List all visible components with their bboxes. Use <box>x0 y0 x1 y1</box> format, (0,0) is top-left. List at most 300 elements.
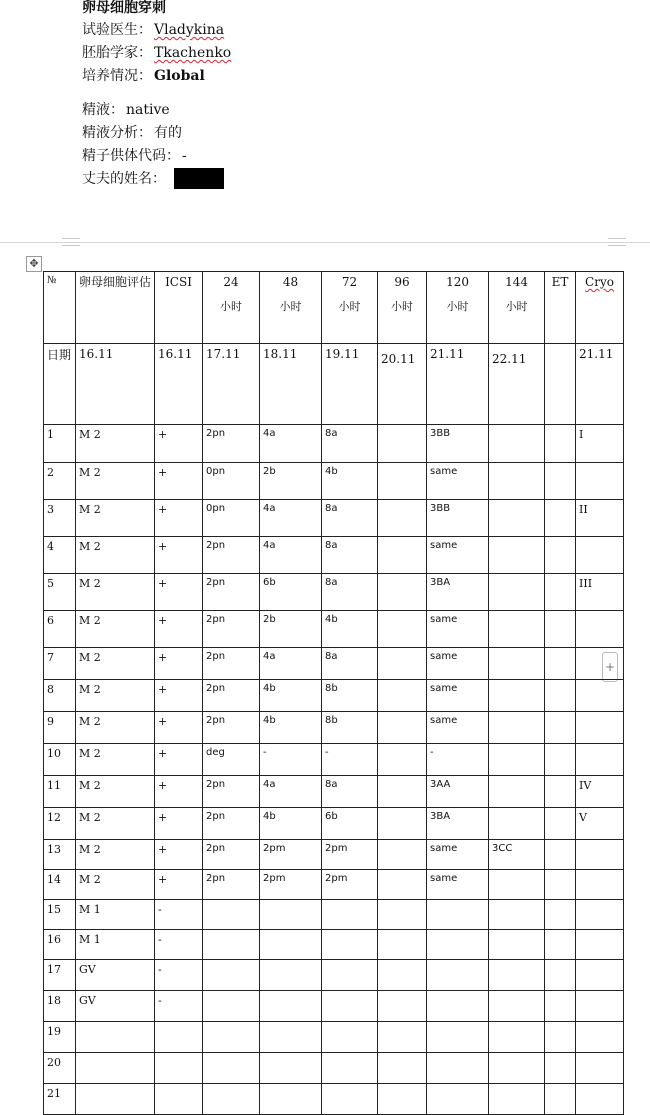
table-cell <box>489 1053 545 1084</box>
table-cell: 4b <box>260 712 322 744</box>
header-cell-no: № <box>44 272 76 344</box>
table-cell: M 2 <box>76 744 155 776</box>
table-cell: 8a <box>322 537 378 574</box>
table-cell <box>378 744 427 776</box>
embryo-table <box>43 271 624 1115</box>
table-cell: 2pn <box>203 425 260 463</box>
header-line-culture <box>82 65 582 88</box>
header-unit: 小时 <box>446 300 469 313</box>
table-cell: 2pm <box>260 870 322 900</box>
table-row <box>44 611 624 648</box>
table-cell <box>545 1053 576 1084</box>
table-cell: 3BB <box>427 500 489 537</box>
table-cell: + <box>155 463 203 500</box>
table-cell: GV <box>76 960 155 991</box>
header-cell-120h <box>427 272 489 344</box>
table-cell: same <box>427 463 489 500</box>
date-cell: 22.11 <box>489 344 545 425</box>
table-cell <box>76 1022 155 1053</box>
table-cell: 8a <box>322 574 378 611</box>
date-cell: 19.11 <box>322 344 378 425</box>
date-cell: 16.11 <box>155 344 203 425</box>
table-cell: 8a <box>322 425 378 463</box>
table-cell: 0pn <box>203 463 260 500</box>
semen-value: native <box>126 102 170 118</box>
date-cell: 日期 <box>44 344 76 425</box>
table-cell <box>203 991 260 1022</box>
table-cell: 4a <box>260 537 322 574</box>
table-cell <box>322 1022 378 1053</box>
table-cell: III <box>576 574 624 611</box>
table-row <box>44 574 624 611</box>
table-cell <box>545 960 576 991</box>
row-number: 18 <box>44 991 76 1022</box>
table-cell <box>378 648 427 680</box>
header-cell-oocyte-eval: 卵母细胞评估 <box>76 272 155 344</box>
row-number: 6 <box>44 611 76 648</box>
table-cell: 2pn <box>203 648 260 680</box>
table-row <box>44 870 624 900</box>
table-cell <box>576 744 624 776</box>
row-number: 17 <box>44 960 76 991</box>
table-cell: 2pn <box>203 680 260 712</box>
table-cell <box>427 1022 489 1053</box>
table-row <box>44 840 624 870</box>
table-cell: 2pn <box>203 840 260 870</box>
table-cell <box>545 744 576 776</box>
table-row <box>44 900 624 930</box>
row-number: 8 <box>44 680 76 712</box>
table-cell <box>489 744 545 776</box>
table-cell <box>576 991 624 1022</box>
table-row <box>44 808 624 840</box>
header-line-embryologist <box>82 42 582 65</box>
table-cell <box>545 900 576 930</box>
semen-label: 精液： <box>82 102 124 118</box>
table-cell <box>545 991 576 1022</box>
date-cell: 20.11 <box>378 344 427 425</box>
row-number: 14 <box>44 870 76 900</box>
table-cell: 2pm <box>260 840 322 870</box>
header-label: 72 <box>341 275 358 289</box>
table-cell: + <box>155 500 203 537</box>
table-cell <box>545 648 576 680</box>
table-cell <box>576 463 624 500</box>
table-cell <box>322 930 378 960</box>
row-number: 7 <box>44 648 76 680</box>
table-cell <box>378 574 427 611</box>
table-cell <box>427 930 489 960</box>
table-row <box>44 930 624 960</box>
document-header <box>82 0 582 191</box>
header-line-semen-analysis <box>82 122 582 145</box>
table-cell: V <box>576 808 624 840</box>
table-cell: M 2 <box>76 712 155 744</box>
table-cell: 4a <box>260 425 322 463</box>
table-row <box>44 1053 624 1084</box>
row-number: 19 <box>44 1022 76 1053</box>
table-cell <box>203 1084 260 1115</box>
table-cell <box>489 500 545 537</box>
table-cell <box>378 930 427 960</box>
table-cell <box>378 776 427 808</box>
table-cell <box>322 1053 378 1084</box>
table-cell <box>545 680 576 712</box>
table-row <box>44 537 624 574</box>
table-cell: + <box>155 744 203 776</box>
embryologist-label: 胚胎学家： <box>82 45 152 61</box>
table-cell: + <box>155 611 203 648</box>
table-cell <box>489 574 545 611</box>
row-number: 12 <box>44 808 76 840</box>
table-cell <box>489 870 545 900</box>
table-cell: 2pn <box>203 808 260 840</box>
table-row <box>44 744 624 776</box>
table-cell <box>489 611 545 648</box>
table-cell: 4a <box>260 776 322 808</box>
table-cell <box>489 680 545 712</box>
doctor-value: Vladykina <box>154 22 225 38</box>
table-row <box>44 960 624 991</box>
table-cell: M 2 <box>76 537 155 574</box>
table-cell <box>489 1022 545 1053</box>
table-cell <box>545 1022 576 1053</box>
semen-analysis-label: 精液分析： <box>82 125 152 141</box>
culture-value: Global <box>154 68 205 84</box>
table-cell: 6b <box>260 574 322 611</box>
table-cell <box>378 680 427 712</box>
table-cell <box>378 840 427 870</box>
table-add-row-icon[interactable]: + <box>602 652 618 682</box>
row-number: 4 <box>44 537 76 574</box>
table-cell <box>576 1053 624 1084</box>
table-cell <box>576 840 624 870</box>
table-cell <box>203 1053 260 1084</box>
doctor-label: 试验医生： <box>82 22 152 38</box>
semen-analysis-value: 有的 <box>154 125 182 141</box>
table-cell: 2pn <box>203 574 260 611</box>
table-cell <box>576 712 624 744</box>
table-cell: same <box>427 648 489 680</box>
table-cell: 4b <box>322 611 378 648</box>
table-cell <box>545 574 576 611</box>
table-cell <box>155 1022 203 1053</box>
table-cell <box>489 712 545 744</box>
table-cell: M 2 <box>76 500 155 537</box>
header-cell-24h <box>203 272 260 344</box>
date-cell: 17.11 <box>203 344 260 425</box>
table-cell: 2b <box>260 611 322 648</box>
table-cell <box>260 1053 322 1084</box>
row-number: 10 <box>44 744 76 776</box>
table-cell <box>260 1084 322 1115</box>
header-unit: 小时 <box>391 300 414 313</box>
header-cell-icsi <box>155 272 203 344</box>
table-cell: 2pn <box>203 611 260 648</box>
table-cell: 3CC <box>489 840 545 870</box>
table-cell <box>322 960 378 991</box>
table-cell: 3BB <box>427 425 489 463</box>
table-cell <box>76 1053 155 1084</box>
table-cell <box>378 537 427 574</box>
table-cell <box>155 1053 203 1084</box>
table-cell <box>545 930 576 960</box>
table-cell <box>576 1084 624 1115</box>
table-cell: M 2 <box>76 425 155 463</box>
table-cell <box>545 808 576 840</box>
table-cell: M 2 <box>76 840 155 870</box>
table-cell: 2pn <box>203 776 260 808</box>
table-cell <box>545 1084 576 1115</box>
table-cell <box>545 500 576 537</box>
table-cell <box>427 991 489 1022</box>
row-number: 5 <box>44 574 76 611</box>
donor-code-value: - <box>182 148 187 164</box>
table-cell <box>260 1022 322 1053</box>
table-cell: 4a <box>260 500 322 537</box>
row-number: 16 <box>44 930 76 960</box>
table-cell: II <box>576 500 624 537</box>
table-cell <box>545 712 576 744</box>
header-cell-96h <box>378 272 427 344</box>
table-cell: 2pm <box>322 870 378 900</box>
header-label: Cryo <box>585 275 614 289</box>
table-cell <box>378 463 427 500</box>
table-cell: + <box>155 680 203 712</box>
table-cell: 0pn <box>203 500 260 537</box>
header-label: 144 <box>505 275 528 289</box>
table-cell <box>489 930 545 960</box>
table-cell: 3BA <box>427 574 489 611</box>
header-line-donor-code <box>82 145 582 168</box>
table-cell: 2pm <box>322 840 378 870</box>
table-cell: M 2 <box>76 463 155 500</box>
table-cell: - <box>260 744 322 776</box>
table-cell <box>427 1084 489 1115</box>
row-number: 15 <box>44 900 76 930</box>
table-cell <box>378 991 427 1022</box>
date-cell: 16.11 <box>76 344 155 425</box>
table-cell <box>576 680 624 712</box>
table-cell <box>576 900 624 930</box>
table-cell: deg <box>203 744 260 776</box>
header-unit: 小时 <box>279 300 302 313</box>
table-cell <box>378 1084 427 1115</box>
table-cell: GV <box>76 991 155 1022</box>
table-cell: 3BA <box>427 808 489 840</box>
table-cell <box>322 1084 378 1115</box>
table-cell: 2pn <box>203 870 260 900</box>
husband-label: 丈夫的姓名： <box>82 171 166 187</box>
table-row <box>44 1022 624 1053</box>
table-cell <box>378 808 427 840</box>
redacted-name-block <box>174 168 224 189</box>
table-cell: M 2 <box>76 611 155 648</box>
table-cell: M 1 <box>76 900 155 930</box>
table-cell: - <box>155 900 203 930</box>
row-number: 1 <box>44 425 76 463</box>
row-number: 9 <box>44 712 76 744</box>
table-cell: + <box>155 870 203 900</box>
page-break-line <box>0 242 650 243</box>
table-cell <box>545 425 576 463</box>
header-line-doctor <box>82 19 582 42</box>
header-cell-48h <box>260 272 322 344</box>
table-cell <box>378 712 427 744</box>
table-row <box>44 991 624 1022</box>
table-cell <box>378 870 427 900</box>
table-cell <box>378 1022 427 1053</box>
table-cell: 2pn <box>203 712 260 744</box>
table-row <box>44 463 624 500</box>
table-cell: same <box>427 712 489 744</box>
table-cell <box>489 425 545 463</box>
header-cell-144h <box>489 272 545 344</box>
table-row <box>44 776 624 808</box>
header-label: 24 <box>223 275 239 289</box>
header-label: ET <box>551 275 569 289</box>
table-cell: M 1 <box>76 930 155 960</box>
table-cell: same <box>427 840 489 870</box>
header-unit: 小时 <box>220 300 243 313</box>
date-cell: 18.11 <box>260 344 322 425</box>
table-cell: + <box>155 537 203 574</box>
table-cell <box>427 960 489 991</box>
table-cell <box>155 1084 203 1115</box>
table-cell: + <box>155 840 203 870</box>
table-cell: - <box>322 744 378 776</box>
table-cell <box>378 1053 427 1084</box>
table-cell <box>378 425 427 463</box>
table-cell: 8b <box>322 712 378 744</box>
table-cell: 2b <box>260 463 322 500</box>
table-cell: 4b <box>260 808 322 840</box>
table-cell: M 2 <box>76 574 155 611</box>
row-number: 20 <box>44 1053 76 1084</box>
table-cell: same <box>427 611 489 648</box>
header-label: ICSI <box>165 275 192 289</box>
table-cell: + <box>155 712 203 744</box>
table-cell <box>545 776 576 808</box>
table-cell <box>489 808 545 840</box>
table-cell: - <box>427 744 489 776</box>
margin-marker-right <box>608 238 626 246</box>
table-cell: 2pn <box>203 537 260 574</box>
table-cell <box>545 463 576 500</box>
table-row <box>44 648 624 680</box>
table-move-handle-icon[interactable]: ✥ <box>26 256 42 272</box>
table-cell: - <box>155 930 203 960</box>
table-cell: + <box>155 574 203 611</box>
table-cell <box>260 900 322 930</box>
table-row <box>44 712 624 744</box>
table-cell <box>427 900 489 930</box>
table-cell <box>203 1022 260 1053</box>
table-cell <box>489 1084 545 1115</box>
header-label: 48 <box>282 275 299 289</box>
header-label: 96 <box>394 275 410 289</box>
table-cell: 3AA <box>427 776 489 808</box>
table-cell <box>378 611 427 648</box>
table-cell: M 2 <box>76 776 155 808</box>
header-cell-72h <box>322 272 378 344</box>
table-cell <box>489 537 545 574</box>
table-cell: 8a <box>322 776 378 808</box>
table-cell <box>378 900 427 930</box>
table-cell <box>203 960 260 991</box>
header-unit: 小时 <box>505 300 528 313</box>
table-cell <box>260 930 322 960</box>
date-cell: 21.11 <box>427 344 489 425</box>
date-cell <box>545 344 576 425</box>
table-cell: + <box>155 808 203 840</box>
header-line-husband <box>82 168 582 191</box>
table-cell <box>489 991 545 1022</box>
table-cell <box>489 960 545 991</box>
table-cell: + <box>155 425 203 463</box>
table-cell: 4b <box>322 463 378 500</box>
table-cell <box>576 960 624 991</box>
row-number: 2 <box>44 463 76 500</box>
table-cell: 4a <box>260 648 322 680</box>
table-cell <box>576 870 624 900</box>
table-cell <box>489 463 545 500</box>
table-cell: same <box>427 680 489 712</box>
table-cell: 8a <box>322 500 378 537</box>
table-cell <box>203 930 260 960</box>
table-cell: + <box>155 776 203 808</box>
table-cell <box>203 900 260 930</box>
header-cell-et <box>545 272 576 344</box>
table-cell <box>260 960 322 991</box>
table-cell: M 2 <box>76 808 155 840</box>
table-header-row <box>44 272 624 344</box>
embryologist-value: Tkachenko <box>154 45 232 61</box>
table-cell: I <box>576 425 624 463</box>
table-cell: 8a <box>322 648 378 680</box>
table-cell: M 2 <box>76 680 155 712</box>
margin-marker-left <box>62 238 80 246</box>
table-cell: - <box>155 960 203 991</box>
table-cell: M 2 <box>76 648 155 680</box>
table-cell <box>427 1053 489 1084</box>
header-label: 120 <box>446 275 469 289</box>
date-cell: 21.11 <box>576 344 624 425</box>
table-cell <box>576 930 624 960</box>
row-number: 21 <box>44 1084 76 1115</box>
row-number: 3 <box>44 500 76 537</box>
table-date-row <box>44 344 624 425</box>
table-cell: same <box>427 537 489 574</box>
table-cell <box>545 870 576 900</box>
table-row <box>44 1084 624 1115</box>
table-cell <box>576 1022 624 1053</box>
table-cell: IV <box>576 776 624 808</box>
table-cell <box>489 648 545 680</box>
table-cell <box>489 900 545 930</box>
table-cell <box>76 1084 155 1115</box>
table-row <box>44 425 624 463</box>
table-row <box>44 500 624 537</box>
table-cell: 6b <box>322 808 378 840</box>
table-row <box>44 680 624 712</box>
row-number: 13 <box>44 840 76 870</box>
table-cell <box>545 537 576 574</box>
table-cell <box>545 840 576 870</box>
table-cell: M 2 <box>76 870 155 900</box>
table-cell <box>576 611 624 648</box>
table-cell <box>545 611 576 648</box>
